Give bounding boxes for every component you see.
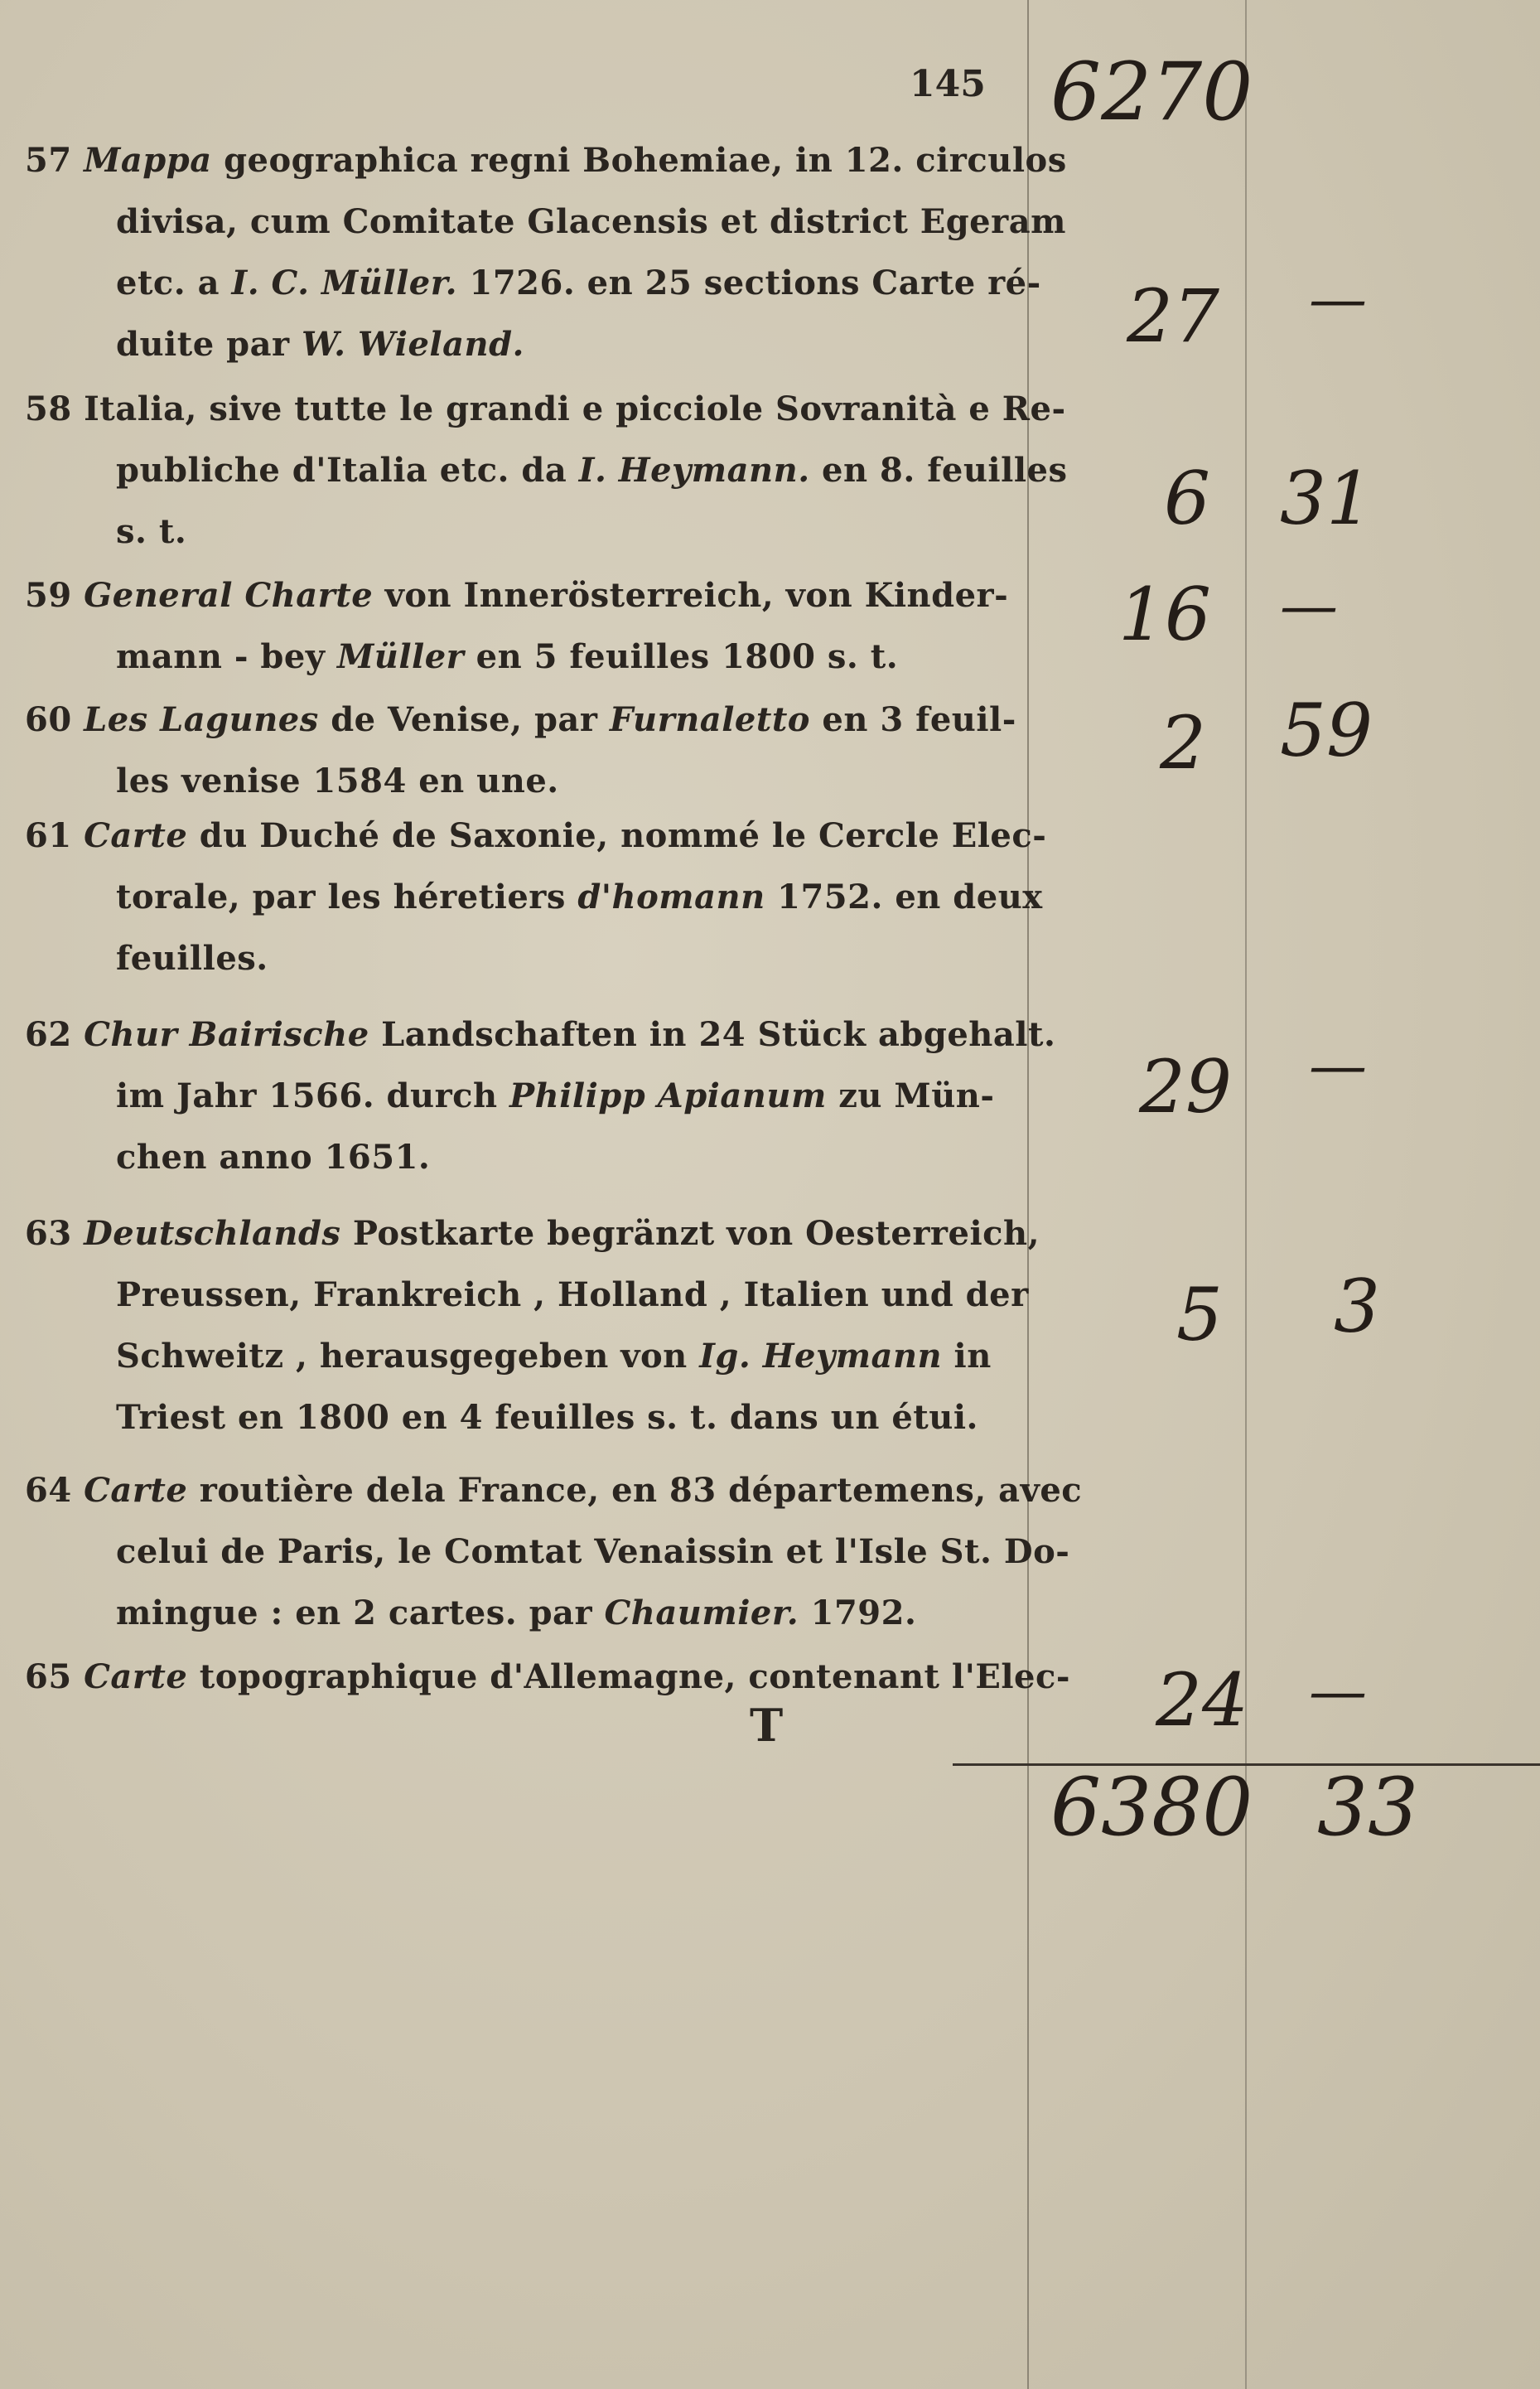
entry-text: chen anno 1651. — [116, 1138, 431, 1177]
catalogue-entry — [25, 1657, 1070, 1719]
entry-first-line — [25, 1657, 1070, 1707]
entry-text: de Venise, par — [318, 700, 610, 739]
entry-text: divisa, cum Comitate Glacensis et district Egeram — [116, 202, 1066, 241]
entry-continuation-line — [116, 1398, 978, 1448]
entry-continuation-line — [116, 939, 268, 989]
entry-continuation-line — [116, 512, 186, 562]
entry-italic-text: Furnaletto — [609, 700, 810, 739]
signature-mark: T — [750, 1699, 784, 1752]
catalogue-entry — [25, 389, 1068, 573]
catalogue-entry — [25, 1015, 1056, 1199]
entry-text: feuilles. — [116, 939, 268, 978]
entry-text: mingue : en 2 cartes. par — [116, 1593, 605, 1632]
entry-italic-text: W. Wieland. — [301, 325, 524, 364]
price-65-right: — — [1309, 1657, 1367, 1725]
entry-text: 62 — [25, 1015, 84, 1054]
entry-text: geographica regni Bohemiae, in 12. circulos — [211, 141, 1067, 180]
entry-italic-text: Chur Bairische — [84, 1015, 369, 1054]
entry-text: torale, par les héretiers — [116, 878, 578, 916]
entry-continuation-line — [116, 325, 524, 375]
price-57-right: — — [1309, 265, 1367, 333]
entry-text: Landschaften in 24 Stück abgehalt. — [369, 1015, 1056, 1054]
price-60-left: 2 — [1160, 700, 1206, 786]
entry-text: in — [942, 1337, 992, 1376]
entry-text: 1726. en 25 sections Carte ré- — [457, 264, 1041, 302]
entry-text: Schweitz , herausgegeben von — [116, 1337, 700, 1376]
entry-continuation-line — [116, 1275, 1029, 1325]
entry-first-line — [25, 816, 1046, 866]
price-57-left: 27 — [1127, 273, 1219, 359]
entry-text: von Innerösterreich, von Kinder- — [373, 576, 1009, 615]
entry-continuation-line — [116, 1076, 994, 1126]
entry-italic-text: Carte — [84, 1657, 188, 1696]
entry-text: publiche d'Italia etc. da — [116, 451, 579, 490]
price-63-right: 3 — [1334, 1264, 1380, 1349]
page-number: 145 — [910, 63, 986, 105]
entry-first-line — [25, 1471, 1082, 1521]
price-62-right: — — [1309, 1032, 1367, 1100]
column-rule-left — [1027, 0, 1029, 2389]
entry-continuation-line — [116, 1532, 1069, 1582]
entry-text: routière dela France, en 83 départemens, avec — [187, 1471, 1083, 1510]
price-60-right: 59 — [1280, 688, 1373, 773]
entry-text: duite par — [116, 325, 302, 364]
total-amount-left: 6380 — [1050, 1761, 1253, 1854]
column-rule-right — [1245, 0, 1247, 2389]
entry-continuation-line — [116, 202, 1066, 252]
entry-text: Postkarte begränzt von Oesterreich, — [340, 1214, 1040, 1253]
catalogue-entry — [25, 576, 1015, 699]
entry-text: im Jahr 1566. durch — [116, 1076, 510, 1115]
entry-italic-text: I. Heymann. — [578, 451, 810, 490]
entry-italic-text: Deutschlands — [84, 1214, 341, 1253]
entry-first-line — [25, 141, 1067, 191]
entry-text: topographique d'Allemagne, contenant l'Elec- — [187, 1657, 1070, 1696]
price-58-left: 6 — [1164, 456, 1210, 541]
catalogue-entry — [25, 816, 1047, 1000]
catalogue-entry — [25, 700, 1015, 823]
entry-continuation-line — [116, 1593, 916, 1643]
price-59-left: 16 — [1118, 572, 1211, 657]
carry-forward-amount: 6270 — [1050, 46, 1253, 138]
entry-italic-text: Mappa — [84, 141, 212, 180]
entry-text: 61 — [25, 816, 84, 855]
entry-first-line — [25, 1015, 1055, 1065]
entry-text: Triest en 1800 en 4 feuilles s. t. dans un étui. — [116, 1398, 978, 1437]
entry-text: 63 — [25, 1214, 84, 1253]
entry-text: 65 — [25, 1657, 84, 1696]
entry-text: en 8. feuilles — [809, 451, 1068, 490]
entry-text: celui de Paris, le Comtat Venaissin et l'Isle St. Do- — [116, 1532, 1070, 1571]
price-63-left: 5 — [1176, 1272, 1223, 1357]
price-65-left: 24 — [1156, 1657, 1248, 1743]
entry-text: du Duché de Saxonie, nommé le Cercle Elec- — [187, 816, 1047, 855]
entry-first-line — [25, 700, 1016, 750]
entry-text: zu Mün- — [826, 1076, 995, 1115]
entry-continuation-line — [116, 451, 1067, 501]
entry-text: 57 — [25, 141, 84, 180]
entry-italic-text: Philipp Apianum — [509, 1076, 827, 1115]
price-58-right: 31 — [1280, 456, 1373, 541]
entry-italic-text: General Charte — [84, 576, 374, 615]
entry-italic-text: Müller — [336, 637, 465, 676]
entry-italic-text: d'homann — [577, 878, 765, 916]
entry-text: 1752. en deux — [765, 878, 1043, 916]
entry-text: 60 — [25, 700, 84, 739]
entry-continuation-line — [116, 1337, 992, 1386]
catalogue-entry — [25, 1471, 1083, 1655]
entry-italic-text: Ig. Heymann — [699, 1337, 943, 1376]
entry-continuation-line — [116, 762, 559, 811]
entry-text: etc. a — [116, 264, 232, 302]
catalogue-entry — [25, 141, 1067, 386]
entry-continuation-line — [116, 1138, 430, 1187]
entry-continuation-line — [116, 637, 898, 687]
entry-first-line — [25, 1214, 1040, 1264]
entry-continuation-line — [116, 878, 1043, 927]
price-62-left: 29 — [1139, 1044, 1232, 1129]
entry-text: en 5 feuilles 1800 s. t. — [464, 637, 899, 676]
total-amount-right: 33 — [1317, 1761, 1419, 1854]
entry-first-line — [25, 389, 1066, 439]
entry-italic-text: I. C. Müller. — [231, 264, 458, 302]
entry-first-line — [25, 576, 1008, 626]
entry-italic-text: Carte — [84, 1471, 188, 1510]
entry-text: 1792. — [799, 1593, 917, 1632]
entry-text: 64 — [25, 1471, 84, 1510]
entry-continuation-line — [116, 264, 1041, 313]
entry-text: en 3 feuil- — [809, 700, 1016, 739]
entry-text: 58 Italia, sive tutte le grandi e picciole Sovranità e Re- — [25, 389, 1066, 428]
catalogue-entry — [25, 1214, 1040, 1459]
entry-italic-text: Carte — [84, 816, 188, 855]
price-59-right: — — [1280, 572, 1338, 640]
entry-text: Preussen, Frankreich , Holland , Italien und der — [116, 1275, 1029, 1314]
entry-text: mann - bey — [116, 637, 337, 676]
entry-text: 59 — [25, 576, 84, 615]
entry-text: les venise 1584 en une. — [116, 762, 559, 800]
entry-text: s. t. — [116, 512, 187, 551]
entry-italic-text: Chaumier. — [604, 1593, 799, 1632]
entry-italic-text: Les Lagunes — [84, 700, 319, 739]
